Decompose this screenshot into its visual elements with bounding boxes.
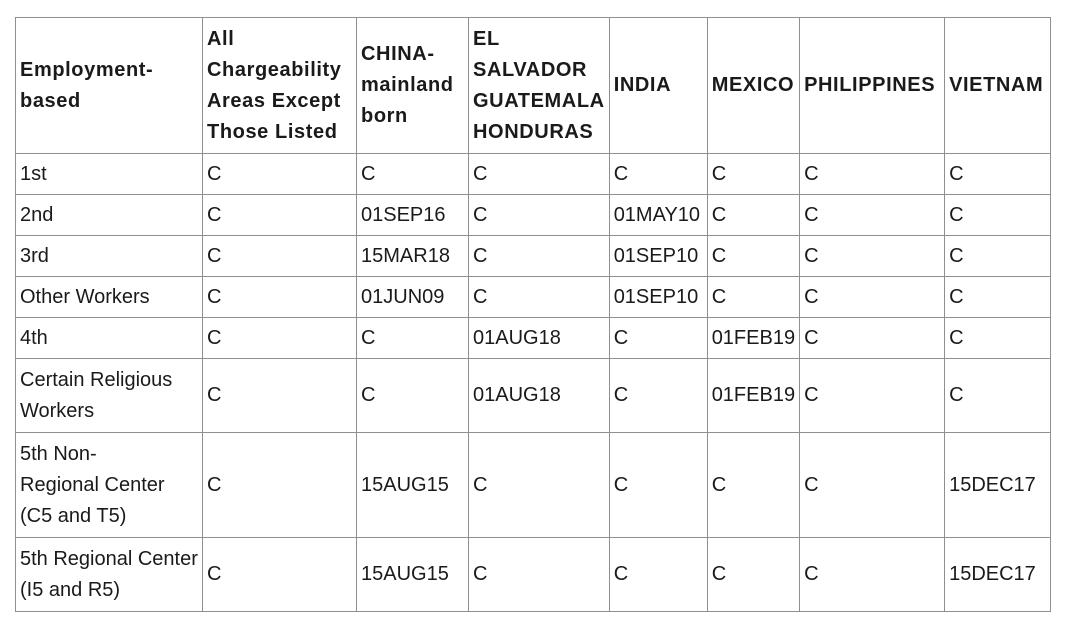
table-cell — [800, 236, 945, 277]
header-philippines — [800, 18, 945, 154]
cell-text: C — [207, 384, 222, 406]
cell-text: C — [613, 473, 629, 496]
cell-text: C — [711, 203, 727, 226]
cell-text: C — [804, 244, 819, 267]
header-label: PHILIPPINES — [804, 74, 936, 96]
header-vietnam — [945, 18, 1051, 154]
table-cell — [203, 538, 357, 612]
table-cell — [707, 318, 799, 359]
cell-text: 15MAR18 — [361, 244, 450, 267]
cell-text: 4th — [20, 326, 48, 349]
table-cell — [16, 277, 203, 318]
table-row — [16, 359, 1051, 433]
table-cell — [945, 236, 1051, 277]
cell-text: C — [804, 384, 819, 406]
table-cell — [800, 433, 945, 538]
table-cell — [357, 195, 469, 236]
table-cell — [945, 359, 1051, 433]
table-cell — [469, 154, 610, 195]
table-row — [16, 154, 1051, 195]
cell-text: C — [613, 384, 629, 406]
cell-text: C — [804, 326, 819, 349]
table-cell — [800, 195, 945, 236]
table-cell — [16, 195, 203, 236]
header-china — [357, 18, 469, 154]
cell-text: C — [613, 563, 629, 585]
cell-text: 1st — [20, 162, 47, 185]
table-cell — [707, 195, 799, 236]
cell-text: C — [711, 563, 727, 585]
cell-text: C — [473, 244, 488, 267]
header-label: VIETNAM — [949, 74, 1044, 96]
cell-text: C — [804, 473, 819, 496]
table-cell — [357, 277, 469, 318]
table-cell — [16, 433, 203, 538]
cell-text: C — [361, 162, 376, 185]
cell-text: C — [711, 244, 727, 267]
table-cell — [800, 318, 945, 359]
table-cell — [16, 359, 203, 433]
table-cell — [203, 277, 357, 318]
table-cell — [945, 538, 1051, 612]
table-cell — [203, 433, 357, 538]
table-cell — [203, 195, 357, 236]
cell-text: C — [361, 326, 376, 349]
cell-text: C — [949, 162, 964, 185]
cell-text: C — [949, 384, 964, 406]
table-cell — [357, 154, 469, 195]
cell-text: C — [711, 162, 727, 185]
cell-text: C — [711, 473, 727, 496]
header-label: INDIA — [613, 74, 672, 96]
cell-text: 3rd — [20, 244, 49, 267]
table-cell — [800, 359, 945, 433]
cell-text: C — [804, 203, 819, 226]
cell-text: C — [949, 244, 964, 267]
cell-text: 15DEC17 — [949, 473, 1036, 496]
table-cell — [945, 277, 1051, 318]
table-cell — [469, 538, 610, 612]
cell-text: 01SEP10 — [613, 244, 699, 267]
table-cell — [707, 236, 799, 277]
table-row — [16, 433, 1051, 538]
header-row — [16, 18, 1051, 154]
table-cell — [800, 277, 945, 318]
table-row — [16, 318, 1051, 359]
table-cell — [203, 236, 357, 277]
cell-text: C — [473, 162, 488, 185]
table-row — [16, 277, 1051, 318]
header-label: All Chargeability Areas Except Those Listed — [207, 27, 342, 143]
visa-bulletin-table — [15, 17, 1051, 612]
cell-text: C — [207, 285, 222, 308]
cell-text: C — [804, 285, 819, 308]
header-label: Employment- based — [20, 58, 154, 112]
cell-text: C — [613, 162, 629, 185]
table-cell — [609, 318, 707, 359]
table-cell — [945, 154, 1051, 195]
cell-text: C — [949, 285, 964, 308]
header-all-chargeability — [203, 18, 357, 154]
header-mexico — [707, 18, 799, 154]
cell-text: 01SEP10 — [613, 285, 699, 308]
header-label: EL SALVADOR GUATEMALA HONDURAS — [473, 27, 605, 143]
table-cell — [945, 195, 1051, 236]
cell-text: C — [207, 203, 222, 226]
cell-text: 01MAY10 — [613, 203, 701, 226]
table-cell — [800, 154, 945, 195]
table-row — [16, 538, 1051, 612]
cell-text: Other Workers — [20, 285, 150, 308]
cell-text: C — [949, 203, 964, 226]
cell-text: C — [804, 162, 819, 185]
table-cell — [945, 433, 1051, 538]
table-cell — [707, 359, 799, 433]
cell-text: Certain Religious Workers — [20, 368, 173, 422]
cell-text: 15AUG15 — [361, 563, 449, 585]
table-cell — [469, 433, 610, 538]
cell-text: C — [473, 203, 488, 226]
table-cell — [16, 154, 203, 195]
header-employment-based — [16, 18, 203, 154]
cell-text: 5th Non- Regional Center (C5 and T5) — [20, 442, 165, 527]
table-cell — [203, 154, 357, 195]
table-cell — [609, 359, 707, 433]
table-cell — [469, 277, 610, 318]
table-cell — [609, 195, 707, 236]
table-cell — [357, 236, 469, 277]
cell-text: 01JUN09 — [361, 285, 445, 308]
cell-text: 01FEB19 — [711, 326, 796, 349]
cell-text: C — [473, 563, 488, 585]
cell-text: C — [361, 384, 376, 406]
table-header — [16, 18, 1051, 154]
table-row — [16, 195, 1051, 236]
table-cell — [357, 318, 469, 359]
table-cell — [357, 359, 469, 433]
table-cell — [609, 154, 707, 195]
table-cell — [357, 538, 469, 612]
table-cell — [945, 318, 1051, 359]
header-label: MEXICO — [711, 74, 795, 96]
cell-text: 01SEP16 — [361, 203, 446, 226]
cell-text: 01FEB19 — [711, 384, 796, 406]
table-cell — [609, 236, 707, 277]
cell-text: C — [473, 473, 488, 496]
table-cell — [707, 277, 799, 318]
table-cell — [469, 318, 610, 359]
cell-text: 15AUG15 — [361, 473, 449, 496]
header-india — [609, 18, 707, 154]
cell-text: C — [207, 473, 222, 496]
table-cell — [800, 538, 945, 612]
cell-text: 2nd — [20, 203, 54, 226]
table-cell — [357, 433, 469, 538]
table-cell — [16, 236, 203, 277]
table-cell — [469, 359, 610, 433]
cell-text: 01AUG18 — [473, 384, 561, 406]
cell-text: 5th Regional Center (I5 and R5) — [20, 547, 198, 601]
table-cell — [707, 433, 799, 538]
table-cell — [16, 318, 203, 359]
table-cell — [203, 318, 357, 359]
cell-text: C — [711, 285, 727, 308]
table-cell — [609, 277, 707, 318]
table-cell — [469, 195, 610, 236]
cell-text: C — [207, 162, 222, 185]
table-cell — [469, 236, 610, 277]
cell-text: 01AUG18 — [473, 326, 561, 349]
header-el-salvador-guatemala-honduras — [469, 18, 610, 154]
header-label: CHINA- mainland born — [361, 43, 454, 127]
table-body — [16, 154, 1051, 612]
cell-text: C — [613, 326, 629, 349]
table-cell — [203, 359, 357, 433]
table-cell — [609, 538, 707, 612]
cell-text: 15DEC17 — [949, 563, 1036, 585]
cell-text: C — [207, 563, 222, 585]
table-row — [16, 236, 1051, 277]
cell-text: C — [804, 563, 819, 585]
table-cell — [707, 154, 799, 195]
cell-text: C — [207, 244, 222, 267]
table-cell — [609, 433, 707, 538]
cell-text: C — [473, 285, 488, 308]
cell-text: C — [207, 326, 222, 349]
table-cell — [16, 538, 203, 612]
table-cell — [707, 538, 799, 612]
visa-bulletin-table-container — [15, 17, 1051, 612]
cell-text: C — [949, 326, 964, 349]
